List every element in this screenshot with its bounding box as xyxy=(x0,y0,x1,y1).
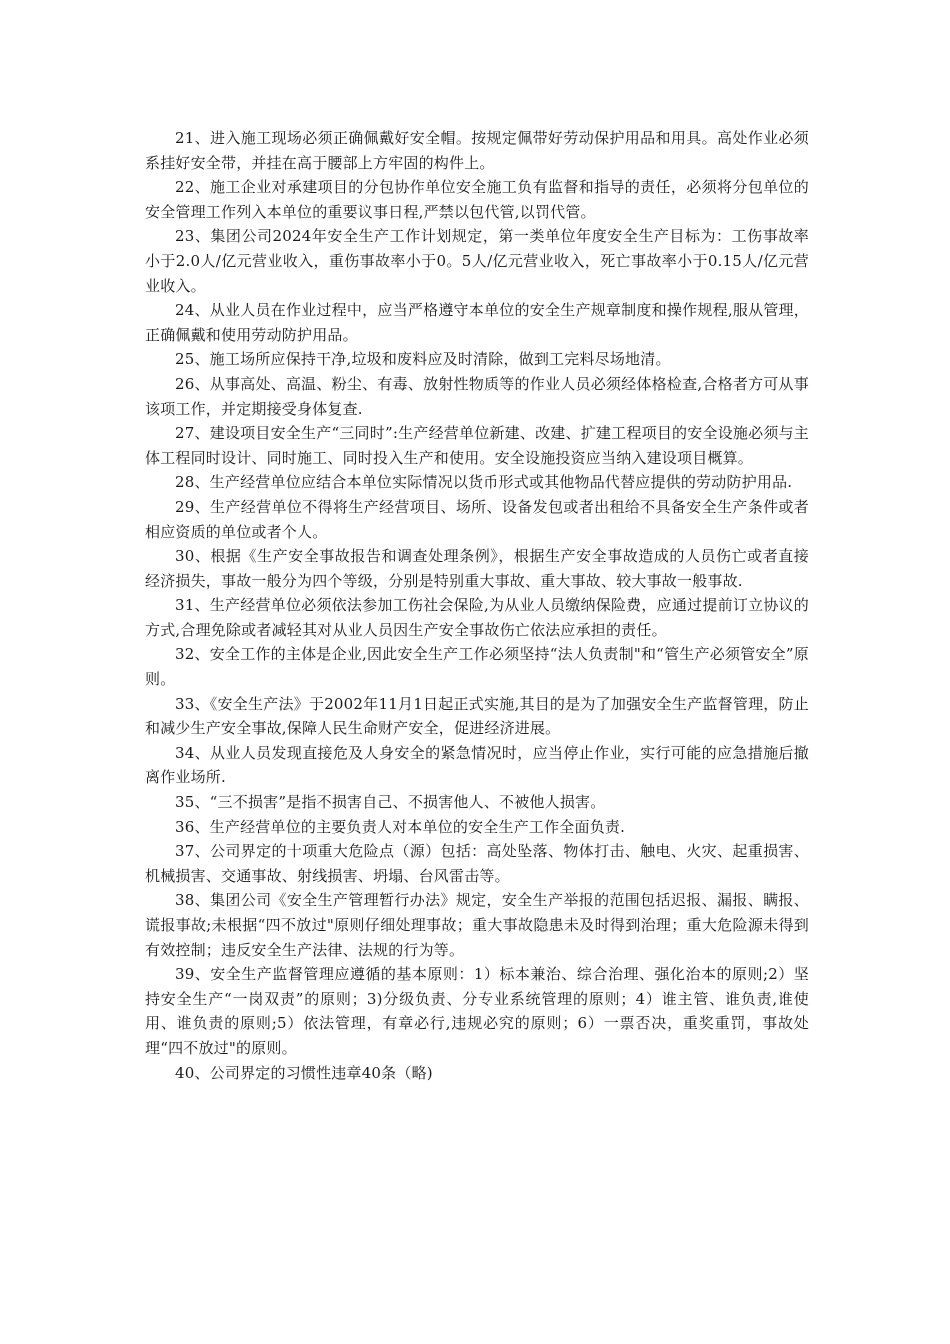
paragraph-40: 40、公司界定的习惯性违章40条（略) xyxy=(175,1063,433,1082)
paragraph-22: 22、施工企业对承建项目的分包协作单位安全施工负有监督和指导的责任，必须将分包单位的安全管理工作列入本单位的重要议事日程,严禁以包代管,以罚代管。 xyxy=(145,178,809,221)
paragraph-26: 26、从事高处、高温、粉尘、有毒、放射性物质等的作业人员必须经体格检查,合格者方可从事该项工作，并定期接受身体复查. xyxy=(145,374,809,418)
paragraph-29: 29、生产经营单位不得将生产经营项目、场所、设备发包或者出租给不具备安全生产条件或者相应资质的单位或者个人。 xyxy=(145,497,809,541)
paragraph-36: 36、生产经营单位的主要负责人对本单位的安全生产工作全面负责. xyxy=(175,817,626,836)
paragraph-24: 24、从业人员在作业过程中，应当严格遵守本单位的安全生产规章制度和操作规程,服从管理，正确佩戴和使用劳动防护用品。 xyxy=(145,301,809,344)
paragraph-35: 35、“三不损害”是指不损害自己、不损害他人、不被他人损害。 xyxy=(175,793,606,812)
paragraph-39: 39、安全生产监督管理应遵循的基本原则：1）标本兼治、综合治理、强化治本的原则;2）坚持安全生产“一岗双责”的原则；3)分级负责、分专业系统管理的原则；4）谁主管、谁负责,谁使用、谁负责的原则;5）依法管理，有章必行,违规必究的原则；6）一票否决，重奖重罚，事故处理“四不放过"的原则。 xyxy=(145,965,809,1057)
paragraph-38: 38、集团公司《安全生产管理暂行办法》规定，安全生产举报的范围包括迟报、漏报、瞒报、谎报事故;未根据“四不放过"原则仔细处理事故；重大事故隐患未及时得到治理；重大危险源未得到有效控制；违反安全生产法律、法规的行为等。 xyxy=(145,891,809,959)
paragraph-32: 32、安全工作的主体是企业,因此安全生产工作必须坚持“法人负责制"和“管生产必须管安全”原则。 xyxy=(145,645,809,689)
paragraph-34: 34、从业人员发现直接危及人身安全的紧急情况时，应当停止作业，实行可能的应急措施后撤离作业场所. xyxy=(145,743,809,787)
paragraph-21: 21、进入施工现场必须正确佩戴好安全帽。按规定佩带好劳动保护用品和用具。高处作业必须系挂好安全带，并挂在高于腰部上方牢固的构件上。 xyxy=(145,129,809,172)
paragraph-33: 33、《安全生产法》于2002年11月1日起正式实施,其目的是为了加强安全生产监督管理，防止和减少生产安全事故,保障人民生命财产安全，促进经济进展。 xyxy=(145,694,809,738)
paragraph-37: 37、公司界定的十项重大危险点（源）包括：高处坠落、物体打击、触电、火灾、起重损害、机械损害、交通事故、射线损害、坍塌、台风雷击等。 xyxy=(145,842,809,885)
paragraph-28: 28、生产经营单位应结合本单位实际情况以货币形式或其他物品代替应提供的劳动防护用品. xyxy=(175,473,793,492)
paragraph-27: 27、建设项目安全生产“三同时”:生产经营单位新建、改建、扩建工程项目的安全设施必须与主体工程同时设计、同时施工、同时投入生产和使用。安全设施投资应当纳入建设项目概算。 xyxy=(145,424,809,467)
paragraph-30: 30、根据《生产安全事故报告和调查处理条例》，根据生产安全事故造成的人员伤亡或者直接经济损失，事故一般分为四个等级，分别是特别重大事故、重大事故、较大事故一般事故. xyxy=(145,547,809,590)
paragraph-25: 25、施工场所应保持干净,垃圾和废料应及时清除，做到工完料尽场地清。 xyxy=(175,350,671,369)
paragraph-31: 31、生产经营单位必须依法参加工伤社会保险,为从业人员缴纳保险费，应通过提前订立协议的方式,合理免除或者减轻其对从业人员因生产安全事故伤亡依法应承担的责任。 xyxy=(145,596,809,639)
paragraph-23: 23、集团公司2024年安全生产工作计划规定，第一类单位年度安全生产目标为：工伤事故率小于2.0人/亿元营业收入，重伤事故率小于0。5人/亿元营业收入，死亡事故率小于0.15人/亿元营业收入。 xyxy=(145,227,809,295)
document-page xyxy=(145,126,809,1085)
